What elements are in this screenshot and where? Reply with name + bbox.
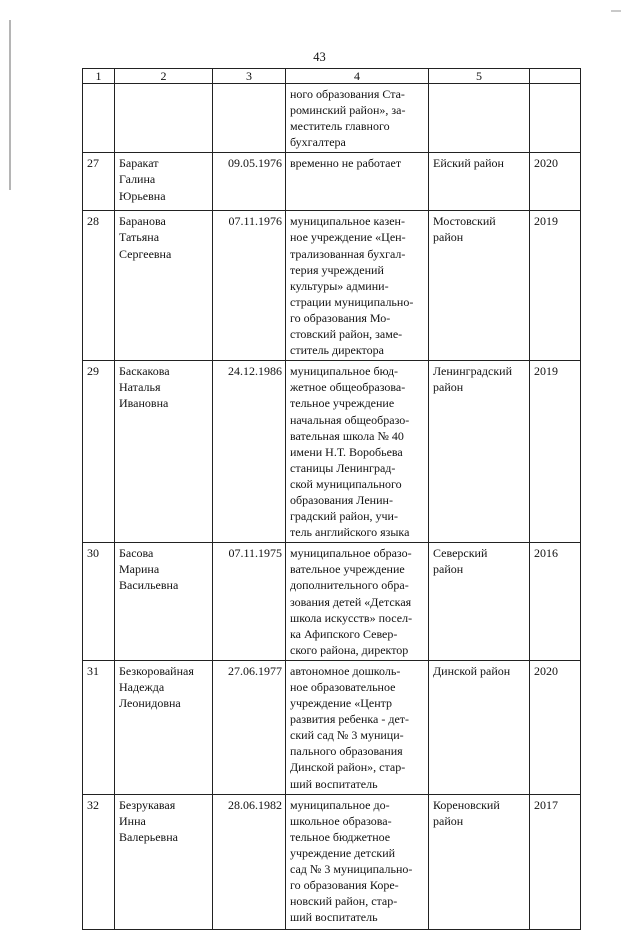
row-name: Басова Марина Васильевна <box>115 543 213 661</box>
row-number: 28 <box>83 211 115 361</box>
row-number: 29 <box>83 361 115 543</box>
column-header-name: 2 <box>115 69 213 84</box>
row-position: муниципальное казен- ное учреждение «Цен- трализованная бухгал- терия учреждений культуры» админи- страции муниципально- го образования Мо- стовский район, заме- ститель директора <box>286 211 429 361</box>
row-district: Ленинградский район <box>429 361 530 543</box>
row-district: Динской район <box>429 660 530 794</box>
column-header-number: 1 <box>83 69 115 84</box>
row-position: муниципальное образо- вательное учреждение дополнительного обра- зования детей «Детская школа искусств» посел- ка Афипского Север- ского района, директор <box>286 543 429 661</box>
table-row-continuation <box>83 84 581 153</box>
scan-corner-mark <box>611 10 621 12</box>
row-district: Мостовский район <box>429 211 530 361</box>
row-name: Безкоровайная Надежда Леонидовна <box>115 660 213 794</box>
row-district: Кореновский район <box>429 794 530 929</box>
page-number: 43 <box>313 50 326 64</box>
table-row <box>83 794 581 929</box>
row-year: 2019 <box>530 361 581 543</box>
row-year: 2019 <box>530 211 581 361</box>
row-number: 27 <box>83 153 115 211</box>
row-birthdate: 09.05.1976 <box>213 153 286 211</box>
row-birthdate: 28.06.1982 <box>213 794 286 929</box>
row-position: ного образования Ста- роминский район», за- меститель главного бухгалтера <box>286 84 429 153</box>
column-header-year <box>530 69 581 84</box>
row-year: 2016 <box>530 543 581 661</box>
row-birthdate: 24.12.1986 <box>213 361 286 543</box>
column-header-district: 5 <box>429 69 530 84</box>
row-name: Баскакова Наталья Ивановна <box>115 361 213 543</box>
table-row <box>83 211 581 361</box>
row-birthdate: 07.11.1976 <box>213 211 286 361</box>
table-row <box>83 153 581 211</box>
row-birthdate: 27.06.1977 <box>213 660 286 794</box>
row-position: автономное дошколь- ное образовательное учреждение «Центр развития ребенка - дет- ский сад № 3 муници- пального образования Динской район», стар- ший воспитатель <box>286 660 429 794</box>
row-year <box>530 84 581 153</box>
row-birthdate: 07.11.1975 <box>213 543 286 661</box>
row-name: Безрукавая Инна Валерьевна <box>115 794 213 929</box>
row-number: 31 <box>83 660 115 794</box>
row-position: муниципальное бюд- жетное общеобразова- тельное учреждение начальная общеобразо- вательная школа № 40 имени Н.Т. Воробьева станицы Ленинград- ской муниципального образования Ленин- градский район, учи- тель английского языка <box>286 361 429 543</box>
row-year: 2020 <box>530 153 581 211</box>
row-position: временно не работает <box>286 153 429 211</box>
column-header-row <box>83 69 581 84</box>
row-number: 30 <box>83 543 115 661</box>
column-header-birthdate: 3 <box>213 69 286 84</box>
row-district <box>429 84 530 153</box>
row-name <box>115 84 213 153</box>
row-birthdate <box>213 84 286 153</box>
row-district: Северский район <box>429 543 530 661</box>
table-row <box>83 543 581 661</box>
table-row <box>83 361 581 543</box>
row-position: муниципальное до- школьное образова- тельное бюджетное учреждение детский сад № 3 муниципально- го образования Коре- новский район, стар- ший воспитатель <box>286 794 429 929</box>
row-number <box>83 84 115 153</box>
row-year: 2020 <box>530 660 581 794</box>
row-district: Ейский район <box>429 153 530 211</box>
column-header-position: 4 <box>286 69 429 84</box>
table-row <box>83 660 581 794</box>
row-name: Баракат Галина Юрьевна <box>115 153 213 211</box>
binder-margin-line <box>9 20 11 190</box>
row-number: 32 <box>83 794 115 929</box>
register-table <box>82 68 581 930</box>
row-name: Баранова Татьяна Сергеевна <box>115 211 213 361</box>
row-year: 2017 <box>530 794 581 929</box>
